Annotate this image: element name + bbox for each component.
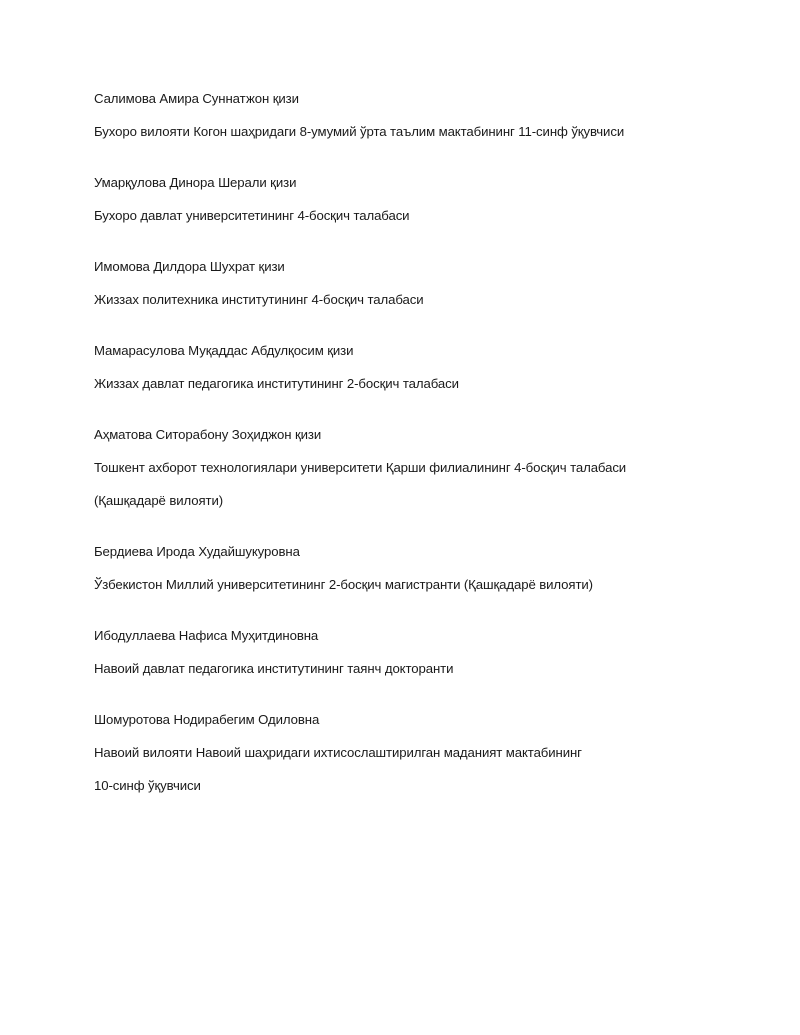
participant-entry (94, 342, 734, 393)
participant-detail: Бухоро вилояти Когон шаҳридаги 8-умумий ўрта таълим мактабининг 11-синф ўқувчиси (94, 124, 625, 139)
participant-detail: Жиззах политехника институтининг 4-босқич талабаси (94, 292, 424, 307)
participant-detail: Бухоро давлат университетининг 4-босқич талабаси (94, 208, 410, 223)
participant-detail: Ўзбекистон Миллий университетининг 2-босқич магистранти (Қашқадарё вилояти) (94, 577, 593, 592)
participant-entry (94, 627, 734, 678)
participant-detail: Навоий давлат педагогика институтининг таянч докторанти (94, 661, 454, 676)
participant-detail: Жиззах давлат педагогика институтининг 2-босқич талабаси (94, 376, 459, 391)
participant-entry (94, 90, 734, 141)
participant-detail: Навоий вилояти Навоий шаҳридаги ихтисослаштирилган маданият мактабининг (94, 745, 582, 760)
participant-list (94, 90, 734, 828)
participant-name: Бердиева Ирода Худайшукуровна (94, 544, 300, 559)
participant-detail: 10-синф ўқувчиси (94, 778, 201, 793)
participant-name: Ибодуллаева Нафиса Муҳитдиновна (94, 628, 319, 643)
participant-name: Аҳматова Ситорабону Зоҳиджон қизи (94, 427, 322, 442)
participant-entry (94, 174, 734, 225)
participant-name: Имомова Дилдора Шухрат қизи (94, 259, 285, 274)
participant-entry (94, 711, 734, 795)
participant-entry (94, 426, 734, 510)
participant-name: Умарқулова Динора Шерали қизи (94, 175, 297, 190)
participant-name: Шомуротова Нодирабегим Одиловна (94, 712, 320, 727)
participant-entry (94, 258, 734, 309)
participant-detail: (Қашқадарё вилояти) (94, 493, 224, 508)
participant-name: Салимова Амира Суннатжон қизи (94, 91, 299, 106)
participant-name: Мамарасулова Муқаддас Абдулқосим қизи (94, 343, 354, 358)
participant-entry (94, 543, 734, 594)
participant-detail: Тошкент ахборот технологиялари университети Қарши филиалининг 4-босқич талабаси (94, 460, 627, 475)
